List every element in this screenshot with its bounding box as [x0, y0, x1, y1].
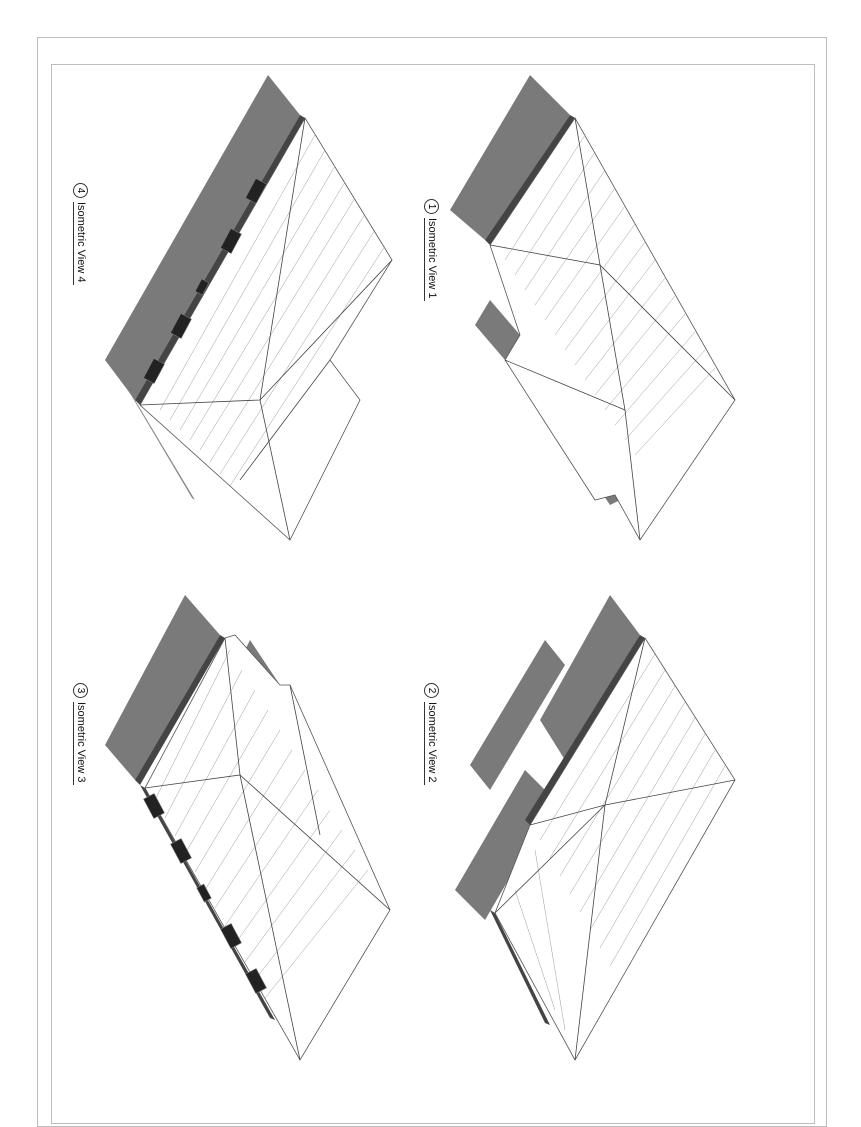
- view-title: Isometric View 4: [75, 202, 88, 283]
- isometric-view-1-drawing: [445, 70, 745, 550]
- view-title: Isometric View 1: [426, 218, 439, 299]
- view-number-bubble: 4: [73, 183, 88, 198]
- view-caption-3: [73, 683, 88, 785]
- view-caption-2: [424, 683, 439, 785]
- view-title: Isometric View 3: [75, 702, 88, 783]
- isometric-view-4-drawing: [100, 70, 400, 550]
- view-number-bubble: 1: [424, 199, 439, 214]
- isometric-view-3-drawing: [100, 590, 400, 1070]
- isometric-view-2-drawing: [445, 590, 745, 1070]
- view-title: Isometric View 2: [426, 702, 439, 783]
- view-caption-1: [424, 199, 439, 301]
- view-number-bubble: 2: [424, 683, 439, 698]
- view-caption-4: [73, 183, 88, 285]
- view-number-bubble: 3: [73, 683, 88, 698]
